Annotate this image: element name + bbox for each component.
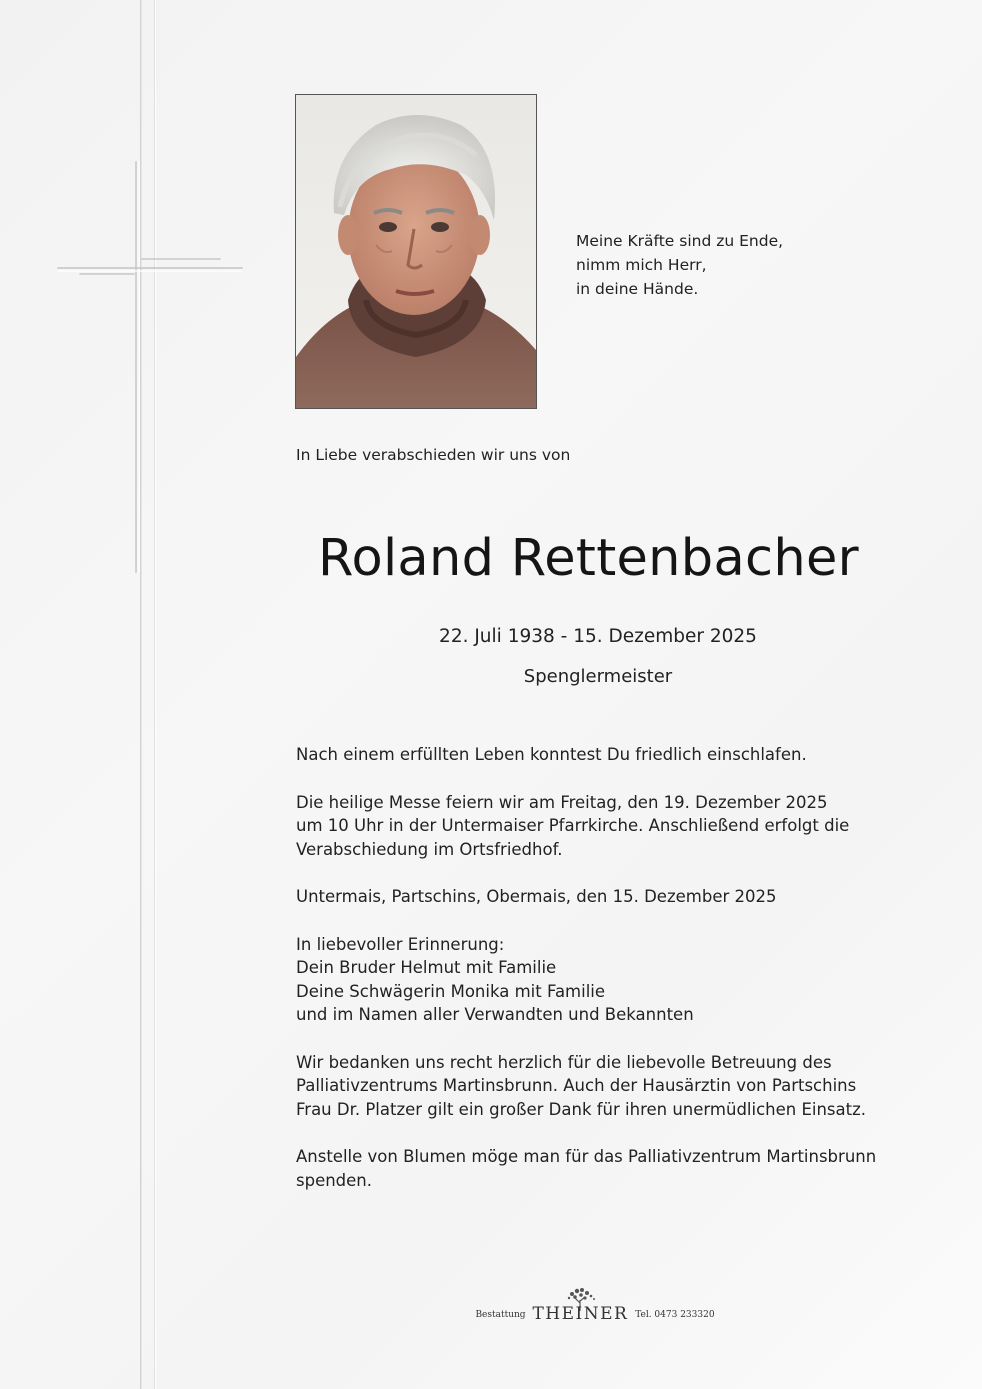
text-line: Frau Dr. Platzer gilt ein großer Dank für ihren unermüdlichen Einsatz. bbox=[296, 1099, 867, 1119]
portrait-illustration bbox=[296, 95, 536, 408]
quote-line: Meine Kräfte sind zu Ende, bbox=[576, 232, 784, 250]
text-line: Dein Bruder Helmut mit Familie bbox=[296, 958, 557, 977]
paragraph-thanks bbox=[296, 1051, 876, 1122]
life-dates: 22. Juli 1938 - 15. Dezember 2025 bbox=[439, 626, 757, 647]
text-line: Palliativzentrums Martinsbrunn. Auch der Hausärztin von Partschins bbox=[296, 1076, 857, 1095]
text-line: und im Namen aller Verwandten und Bekannten bbox=[296, 1005, 694, 1024]
text-line: Anstelle von Blumen möge man für das Palliativzentrum Martinsbrunn bbox=[296, 1147, 877, 1166]
funeral-home-brand: THEINER bbox=[532, 1304, 629, 1324]
quote-line: nimm mich Herr, bbox=[576, 256, 707, 274]
text-line: Wir bedanken uns recht herzlich für die liebevolle Betreuung des bbox=[296, 1052, 832, 1072]
paragraph-donation bbox=[296, 1145, 876, 1192]
quote-text bbox=[576, 229, 783, 301]
paragraph-place-date bbox=[296, 885, 876, 909]
text-line: In liebevoller Erinnerung: bbox=[296, 934, 505, 954]
text-line: Untermais, Partschins, Obermais, den 15. Dezember 2025 bbox=[296, 887, 777, 906]
obituary-body bbox=[296, 743, 876, 1216]
text-line: Verabschiedung im Ortsfriedhof. bbox=[296, 839, 563, 859]
text-line: spenden. bbox=[296, 1170, 373, 1190]
deceased-name: Roland Rettenbacher bbox=[318, 529, 859, 588]
intro-text: In Liebe verabschieden wir uns von bbox=[296, 446, 571, 464]
text-line: Die heilige Messe feiern wir am Freitag, den 19. Dezember 2025 bbox=[296, 792, 828, 812]
portrait-photo bbox=[295, 94, 537, 409]
funeral-home-footer bbox=[0, 1304, 982, 1324]
paragraph-mass bbox=[296, 791, 876, 862]
quote-line: in deine Hände. bbox=[576, 280, 699, 298]
text-line: Nach einem erfüllten Leben konntest Du friedlich einschlafen. bbox=[296, 745, 807, 764]
text-line: Deine Schwägerin Monika mit Familie bbox=[296, 981, 606, 1001]
footer-prefix: Bestattung bbox=[475, 1310, 526, 1320]
paragraph-mourners bbox=[296, 933, 876, 1027]
paragraph-peaceful bbox=[296, 743, 876, 767]
footer-phone: Tel. 0473 233320 bbox=[635, 1310, 715, 1320]
cross-icon bbox=[56, 160, 246, 580]
occupation: Spenglermeister bbox=[523, 666, 673, 687]
text-line: um 10 Uhr in der Untermaiser Pfarrkirche. Anschließend erfolgt die bbox=[296, 816, 850, 835]
